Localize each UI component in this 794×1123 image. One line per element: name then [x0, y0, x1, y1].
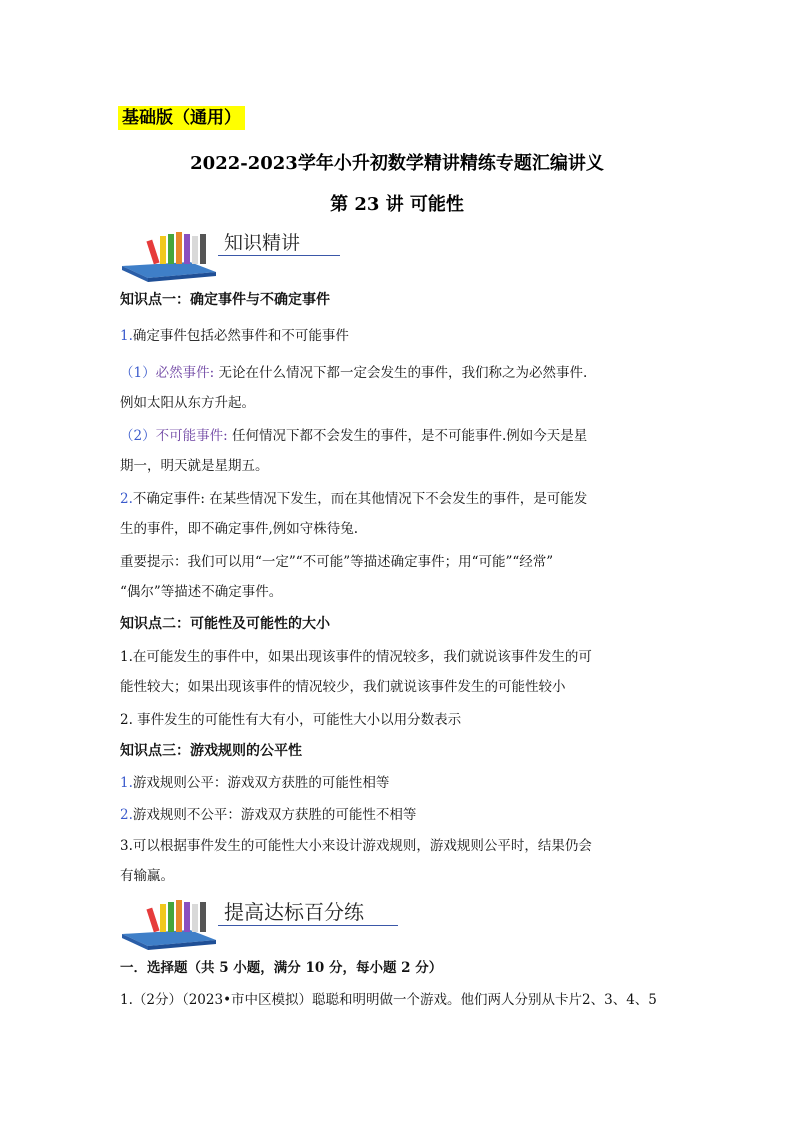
question-1: 1.（2分）（2023•市中区模拟）聪聪和明明做一个游戏。他们两人分别从卡片2、3、4、5 — [120, 992, 657, 1008]
paragraph: 2. 事件发生的可能性有大有小，可能性大小以用分数表示 — [120, 712, 462, 728]
page-title: 2022-2023学年小升初数学精讲精练专题汇编讲义 — [190, 153, 604, 174]
books-icon — [120, 222, 230, 282]
paragraph: 1.游戏规则公平：游戏双方获胜的可能性相等 — [120, 775, 390, 791]
important-tip: 重要提示：我们可以用“一定”“不可能”等描述确定事件；用“可能”“经常” — [120, 554, 554, 570]
paragraph-continuation: 期一，明天就是星期五。 — [120, 458, 269, 474]
knowledge-point-2-heading: 知识点二：可能性及可能性的大小 — [120, 616, 330, 632]
books-icon — [120, 890, 230, 950]
banner-label: 提高达标百分练 — [224, 900, 364, 924]
knowledge-point-3-heading: 知识点三：游戏规则的公平性 — [120, 743, 302, 759]
knowledge-point-1-heading: 知识点一：确定事件与不确定事件 — [120, 292, 330, 308]
important-tip-continuation: “偶尔”等描述不确定事件。 — [120, 584, 283, 600]
paragraph-continuation: 生的事件，即不确定事件,例如守株待兔. — [120, 521, 359, 537]
paragraph: 2.游戏规则不公平：游戏双方获胜的可能性不相等 — [120, 807, 417, 823]
paragraph: 2.不确定事件: 在某些情况下发生，而在其他情况下不会发生的事件，是可能发 — [120, 491, 588, 507]
paragraph-continuation: 例如太阳从东方升起。 — [120, 395, 255, 411]
lesson-subtitle: 第 23 讲 可能性 — [330, 194, 464, 215]
section-banner-knowledge — [120, 222, 350, 282]
paragraph: 1.确定事件包括必然事件和不可能事件 — [120, 328, 349, 344]
paragraph-continuation: 能性较大；如果出现该事件的情况较少，我们就说该事件发生的可能性较小 — [120, 679, 566, 695]
paragraph: （2）不可能事件: 任何情况下都不会发生的事件，是不可能事件.例如今天是星 — [120, 428, 588, 444]
paragraph: （1）必然事件: 无论在什么情况下都一定会发生的事件，我们称之为必然事件. — [120, 365, 588, 381]
banner-rule — [218, 255, 340, 256]
banner-label: 知识精讲 — [224, 232, 301, 254]
section-banner-practice — [120, 890, 410, 950]
banner-rule — [218, 925, 398, 926]
paragraph: 1.在可能发生的事件中，如果出现该事件的情况较多，我们就说该事件发生的可 — [120, 649, 592, 665]
edition-badge: 基础版（通用） — [118, 106, 245, 130]
section-heading-multiple-choice: 一．选择题（共 5 小题，满分 10 分，每小题 2 分） — [120, 960, 443, 976]
paragraph-continuation: 有输赢。 — [120, 868, 174, 884]
paragraph: 3.可以根据事件发生的可能性大小来设计游戏规则，游戏规则公平时，结果仍会 — [120, 838, 592, 854]
